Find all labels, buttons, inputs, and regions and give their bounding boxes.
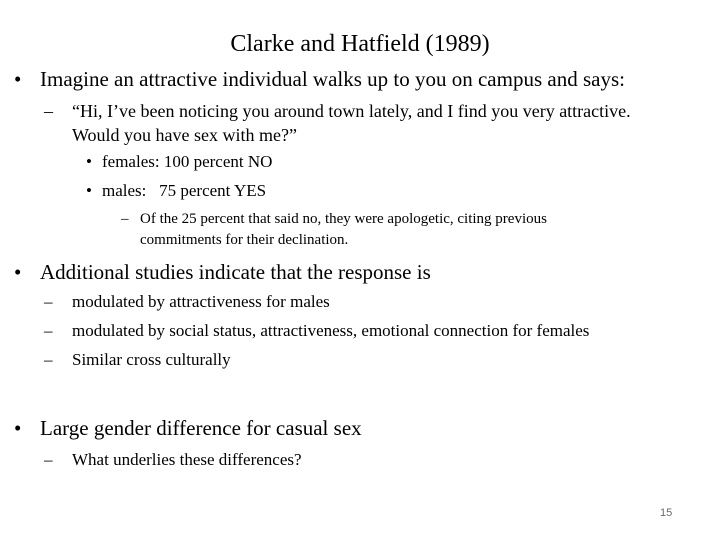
dash-marker: – xyxy=(44,350,53,369)
bullet-point-additional-studies: Additional studies indicate that the response is xyxy=(40,260,431,284)
dash-marker: – xyxy=(44,321,53,340)
dash-marker: – xyxy=(44,292,53,311)
quote-line-2: Would you have sex with me?” xyxy=(72,125,297,145)
sub-point-underlies: What underlies these differences? xyxy=(72,450,302,469)
females-result: females: 100 percent NO xyxy=(102,152,273,171)
bullet-marker: • xyxy=(14,67,22,91)
slide-title: Clarke and Hatfield (1989) xyxy=(230,31,490,57)
dash-marker: – xyxy=(44,450,53,469)
sub-point-females: modulated by social status, attractiveness, emotional connection for females xyxy=(72,321,590,340)
page-number: 15 xyxy=(660,507,673,519)
bullet-marker: • xyxy=(86,152,92,171)
bullet-marker: • xyxy=(14,260,22,284)
bullet-marker: • xyxy=(86,181,92,200)
note-line-1: Of the 25 percent that said no, they were apologetic, citing previous xyxy=(140,211,547,227)
sub-point-cross-cultural: Similar cross culturally xyxy=(72,350,231,369)
males-result: males: 75 percent YES xyxy=(102,181,267,200)
bullet-point-imagine: Imagine an attractive individual walks up to you on campus and says: xyxy=(40,67,625,91)
sub-point-males: modulated by attractiveness for males xyxy=(72,292,330,311)
note-line-2: commitments for their declination. xyxy=(140,232,349,248)
bullet-point-gender-difference: Large gender difference for casual sex xyxy=(40,416,362,440)
bullet-marker: • xyxy=(14,416,22,440)
dash-marker: – xyxy=(44,101,53,121)
quote-line-1: “Hi, I’ve been noticing you around town lately, and I find you very attractive. xyxy=(72,101,631,121)
dash-marker: – xyxy=(121,211,129,227)
